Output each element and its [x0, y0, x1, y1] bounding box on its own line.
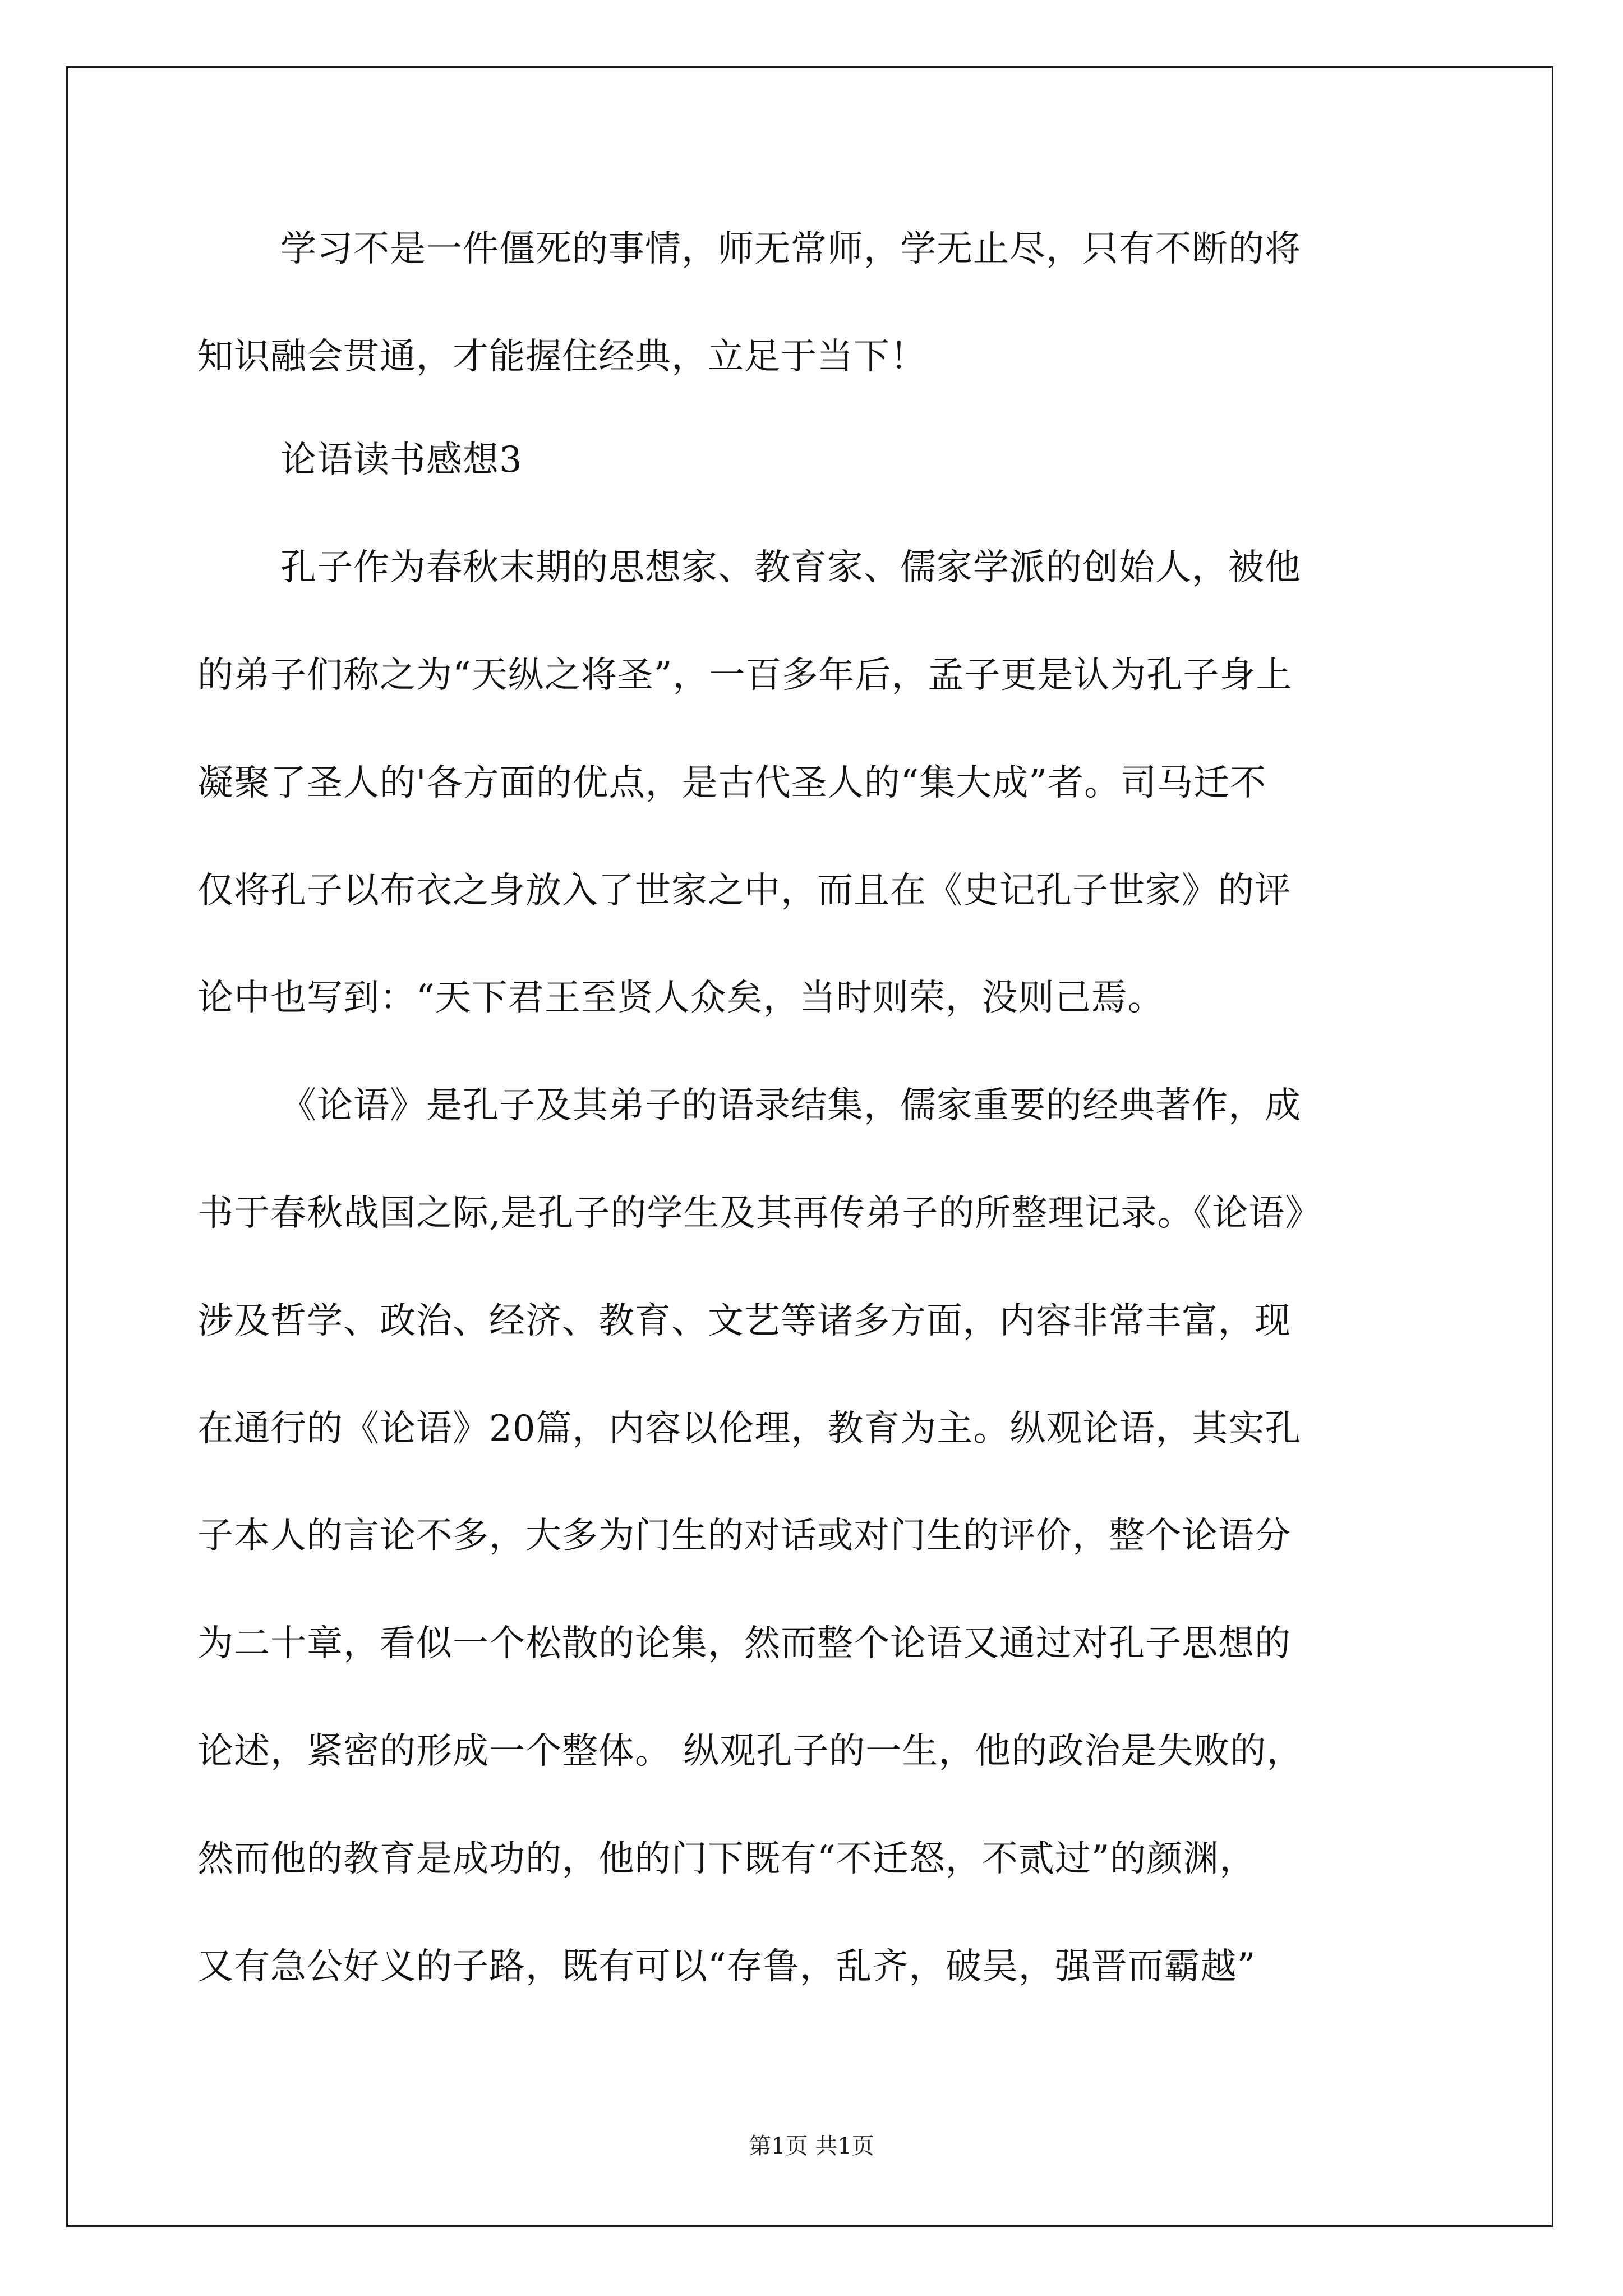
paragraph-line: 《论语》是孔子及其弟子的语录结集，儒家重要的经典著作，成 [280, 1085, 1301, 1126]
paragraph-line: 涉及哲学、政治、经济、教育、文艺等诸多方面，内容非常丰富，现 [197, 1300, 1291, 1342]
paragraph-line: 书于春秋战国之际,是孔子的学生及其再传弟子的所整理记录。《论语》 [197, 1193, 1322, 1234]
section-title: 论语读书感想3 [280, 439, 523, 481]
paragraph-line: 为二十章，看似一个松散的论集，然而整个论语又通过对孔子思想的 [197, 1623, 1291, 1664]
paragraph-line: 又有急公好义的子路，既有可以“存鲁，乱齐，破吴，强晋而霸越” [197, 1946, 1256, 1987]
paragraph-line: 知识融会贯通，才能握住经典，立足于当下！ [197, 336, 926, 378]
paragraph-line: 子本人的言论不多，大多为门生的对话或对门生的评价，整个论语分 [197, 1515, 1291, 1557]
paragraph-line: 论述，紧密的形成一个整体。 纵观孔子的一生，他的政治是失败的， [197, 1731, 1303, 1772]
paragraph-line: 在通行的《论语》20篇，内容以伦理，教育为主。纵观论语，其实孔 [197, 1408, 1302, 1450]
paragraph-line: 然而他的教育是成功的，他的门下既有“不迁怒，不贰过”的颜渊， [197, 1838, 1256, 1880]
paragraph-line: 凝聚了圣人的'各方面的优点，是古代圣人的“集大成”者。司马迁不 [197, 762, 1267, 804]
paragraph-line: 的弟子们称之为“天纵之将圣”，一百多年后，孟子更是认为孔子身上 [197, 655, 1293, 696]
paragraph-line: 论中也写到：“天下君王至贤人众矣，当时则荣，没则己焉。 [197, 977, 1164, 1019]
paragraph-line: 仅将孔子以布衣之身放入了世家之中，而且在《史记孔子世家》的评 [197, 870, 1291, 912]
paragraph-line: 孔子作为春秋末期的思想家、教育家、儒家学派的创始人，被他 [280, 547, 1301, 588]
paragraph-line: 学习不是一件僵死的事情，师无常师，学无止尽，只有不断的将 [280, 228, 1301, 270]
page-border [66, 66, 1553, 2227]
page-number-footer: 第1页 共1页 [749, 2133, 874, 2159]
